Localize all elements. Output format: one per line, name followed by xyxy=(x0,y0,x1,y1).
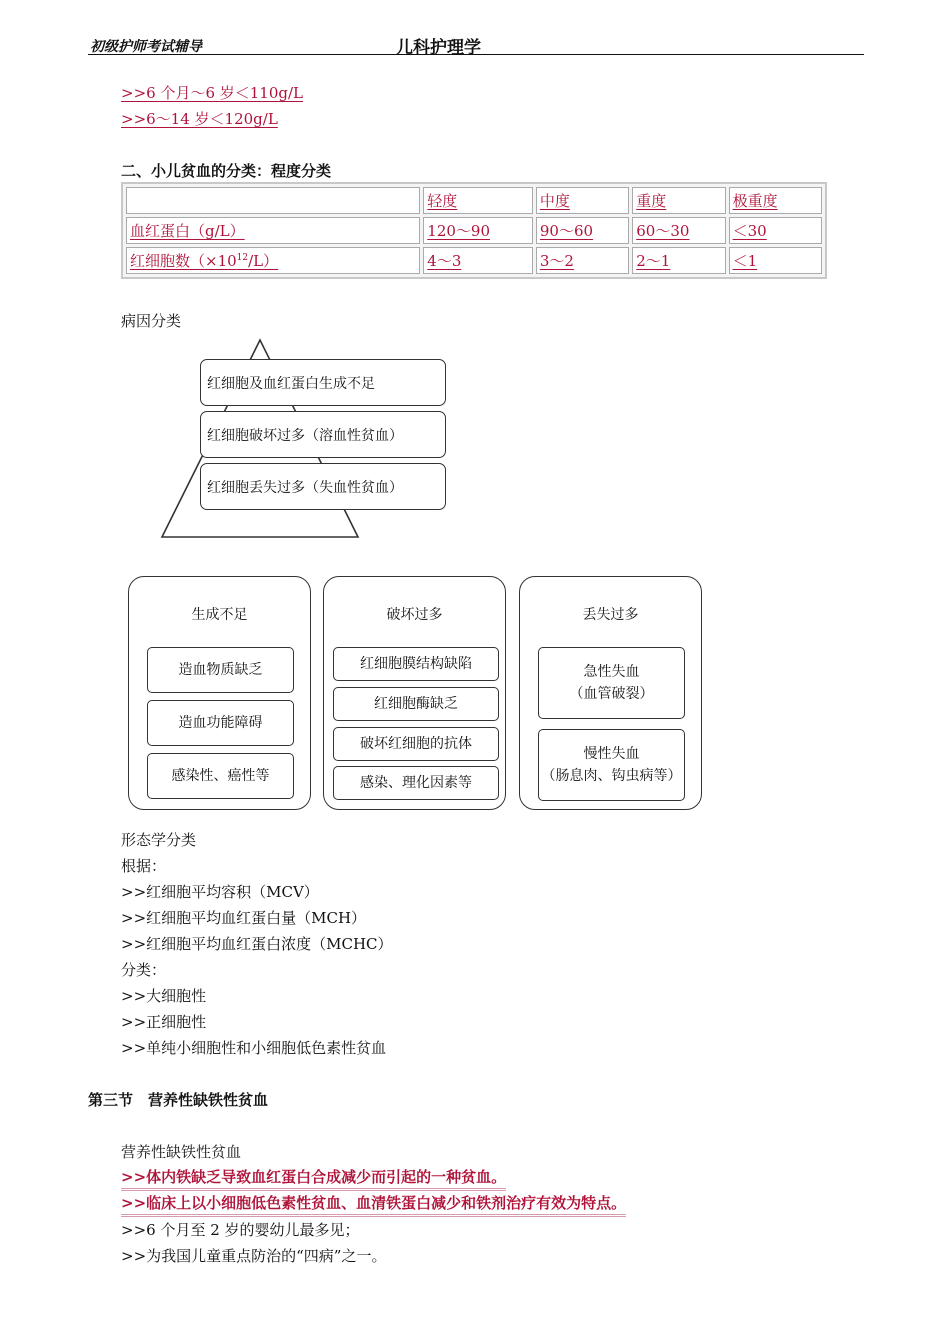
severity-table xyxy=(121,182,827,279)
column-title: 生成不足 xyxy=(191,607,248,623)
table-corner-cell xyxy=(126,187,420,214)
table-cell[interactable]: 4～3 xyxy=(423,247,533,274)
column-item: 红细胞膜结构缺陷 xyxy=(333,647,499,681)
morphology-line: >>大细胞性 xyxy=(121,987,207,1005)
morphology-line: >>红细胞平均血红蛋白浓度（MCHC） xyxy=(121,935,393,953)
etiology-label: 病因分类 xyxy=(121,312,182,330)
etiology-column xyxy=(128,576,311,810)
etiology-column xyxy=(323,576,506,810)
column-item: 急性失血 （血管破裂） xyxy=(538,647,685,719)
column-title: 破坏过多 xyxy=(386,607,443,623)
criteria-line[interactable]: >>6～14 岁＜120g/L xyxy=(121,110,278,128)
morphology-line: 形态学分类 xyxy=(121,831,197,849)
column-item: 红细胞酶缺乏 xyxy=(333,687,499,721)
morphology-line: >>红细胞平均容积（MCV） xyxy=(121,883,319,901)
severity-heading: 二、小儿贫血的分类：程度分类 xyxy=(121,162,332,180)
morphology-line: 根据： xyxy=(121,857,167,875)
table-cell[interactable]: 120～90 xyxy=(423,217,533,244)
column-item: 感染性、癌性等 xyxy=(147,753,294,799)
header-divider xyxy=(88,54,864,55)
pyramid-box: 红细胞丢失过多（失血性贫血） xyxy=(200,463,446,510)
table-cell[interactable]: 90～60 xyxy=(536,217,629,244)
header-left-title: 初级护师考试辅导 xyxy=(90,39,202,55)
morphology-line: >>红细胞平均血红蛋白量（MCH） xyxy=(121,909,367,927)
table-cell[interactable]: 2～1 xyxy=(632,247,725,274)
pyramid-box: 红细胞破坏过多（溶血性贫血） xyxy=(200,411,446,458)
table-header-cell[interactable]: 重度 xyxy=(632,187,725,214)
section-heading: 第三节 营养性缺铁性贫血 xyxy=(88,1091,269,1109)
etiology-column xyxy=(519,576,702,810)
table-row-label[interactable]: 血红蛋白（g/L） xyxy=(126,217,420,244)
column-item: 造血物质缺乏 xyxy=(147,647,294,693)
column-item: 造血功能障碍 xyxy=(147,700,294,746)
table-header-cell[interactable]: 轻度 xyxy=(423,187,533,214)
section-line: >>6 个月至 2 岁的婴幼儿最多见； xyxy=(121,1221,360,1239)
table-row xyxy=(126,217,822,244)
pyramid-box: 红细胞及血红蛋白生成不足 xyxy=(200,359,446,406)
table-cell[interactable]: 60～30 xyxy=(632,217,725,244)
column-item: 破坏红细胞的抗体 xyxy=(333,727,499,761)
highlight-line[interactable]: >>体内铁缺乏导致血红蛋白合成减少而引起的一种贫血。 xyxy=(121,1166,506,1191)
column-title: 丢失过多 xyxy=(582,607,639,623)
criteria-line[interactable]: >>6 个月～6 岁＜110g/L xyxy=(121,84,304,102)
table-cell[interactable]: ＜30 xyxy=(729,217,822,244)
table-header-cell[interactable]: 极重度 xyxy=(729,187,822,214)
morphology-line: 分类： xyxy=(121,961,167,979)
section-intro: 营养性缺铁性贫血 xyxy=(121,1143,242,1161)
morphology-line: >>正细胞性 xyxy=(121,1013,207,1031)
table-row xyxy=(126,247,822,274)
table-cell[interactable]: ＜1 xyxy=(729,247,822,274)
table-header-cell[interactable]: 中度 xyxy=(536,187,629,214)
section-line: >>为我国儿童重点防治的“四病”之一。 xyxy=(121,1247,387,1265)
column-item: 感染、理化因素等 xyxy=(333,766,499,800)
morphology-line: >>单纯小细胞性和小细胞低色素性贫血 xyxy=(121,1039,387,1057)
table-row-label[interactable]: 红细胞数$(\times 10^{12}/L)$ xyxy=(126,247,420,274)
header-center-title: 儿科护理学 xyxy=(396,38,481,58)
table-cell[interactable]: 3～2 xyxy=(536,247,629,274)
column-item: 慢性失血 （肠息肉、钩虫病等） xyxy=(538,729,685,801)
highlight-line[interactable]: >>临床上以小细胞低色素性贫血、血清铁蛋白减少和铁剂治疗有效为特点。 xyxy=(121,1192,626,1217)
table-header-row xyxy=(126,187,822,214)
